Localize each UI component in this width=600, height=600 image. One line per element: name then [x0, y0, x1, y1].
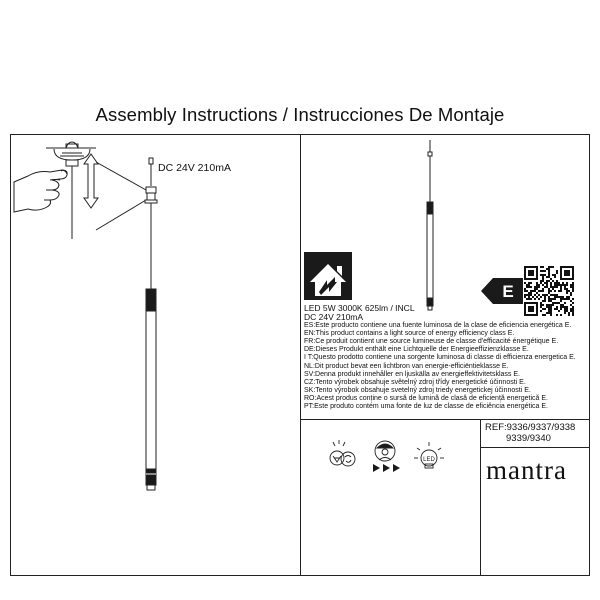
energy-class-arrow-icon [481, 278, 523, 304]
energy-statement: SK:Tento výrobok obsahuje svetelný zdroj triedy energetickej účinnosti E. [304, 386, 531, 394]
bulb-disposal-icon [330, 440, 355, 466]
energy-statement: FR:Ce produit contient une source lumineuse de classe d'efficacité énergétique E. [304, 338, 559, 346]
pendant-lamp-icon [145, 158, 157, 490]
energy-statement: PT:Este produto contém uma fonte de luz de classe de eficiência energética E. [304, 403, 548, 410]
panel-divider [300, 134, 301, 576]
up-down-arrow-icon [84, 154, 98, 208]
reference-numbers-cont: 9339/9340 [506, 433, 551, 444]
energy-statement: SV:Denna produkt innehåller en ljuskälla av energieffektivitetsklass E. [304, 370, 520, 378]
page-title: Assembly Instructions / Instrucciones De Montaje [95, 104, 505, 125]
footer-icons [325, 438, 473, 478]
indoor-use-icon [304, 252, 352, 300]
reference-numbers: REF:9336/9337/9338 [485, 422, 576, 433]
energy-statement: CZ:Tento výrobek obsahuje světelný zdroj třídy energetické účinnosti E. [304, 378, 526, 386]
qr-code-icon [524, 266, 574, 316]
led-bulb-icon [414, 442, 444, 468]
spec-line: LED 5W 3000K 625lm / INCL [304, 303, 415, 313]
ref-divider [480, 419, 481, 576]
power-line: DC 24V 210mA [304, 312, 364, 322]
energy-statement: ES:Este producto contiene una fuente luminosa de la clase de eficiencia energética E. [304, 322, 572, 329]
energy-class-letter: E [502, 282, 514, 301]
hand-icon [14, 170, 67, 212]
energy-statement: I T:Questo prodotto contiene una sorgente luminosa di classe di efficienza energetica E. [304, 354, 576, 362]
footer-divider [300, 419, 590, 420]
brand-divider [480, 447, 590, 448]
pendant-lamp-icon [420, 140, 440, 320]
energy-statement: NL:Dit product bevat een lichtbron van energie-efficiëntieklasse E. [304, 362, 509, 370]
power-label: DC 24V 210mA [158, 162, 231, 174]
installation-illustration [10, 134, 300, 576]
energy-statement: EN:This product contains a light source of energy efficiency class E. [304, 330, 515, 338]
energy-statement: DE:Dieses Produkt enthält eine Lichtquelle der Energieeffizienzklasse E. [304, 346, 529, 354]
installer-icon [375, 441, 395, 461]
brand-logo: mantra [486, 455, 567, 485]
svg-text:LED: LED [423, 457, 435, 463]
energy-statement: RO:Acest produs conține o sursă de lumină de clasă de eficiență energetică E. [304, 394, 548, 402]
triple-arrow-icon [373, 464, 400, 472]
